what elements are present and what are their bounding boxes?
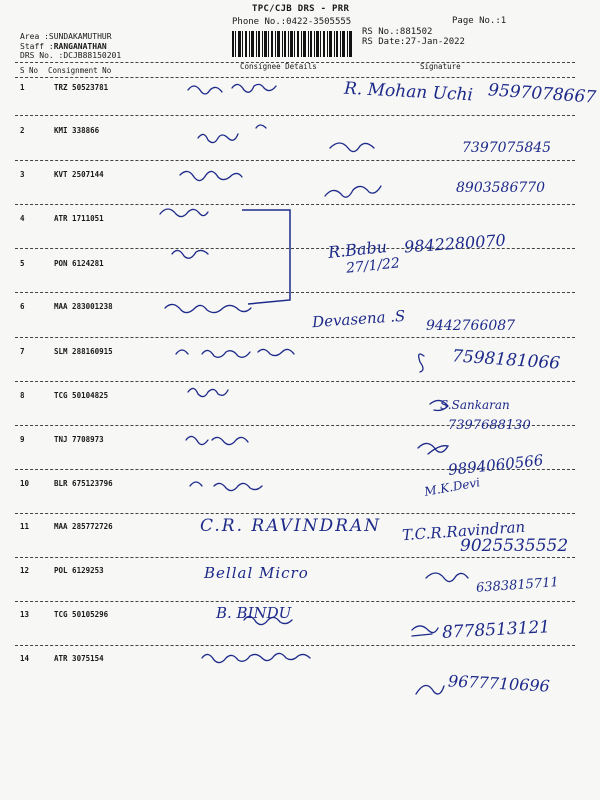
row-consignment: KMI 338866	[54, 126, 100, 135]
row-consignment: MAA 283001238	[54, 302, 113, 311]
row-sno: 12	[20, 566, 30, 575]
row-sno: 9	[20, 435, 25, 444]
handwritten-phone: 7397075845	[462, 140, 552, 156]
row-consignment: TCG 50104825	[54, 391, 109, 400]
row-sno: 14	[20, 654, 30, 663]
col-details: Consignee Details	[240, 62, 317, 71]
row-sno: 5	[20, 259, 25, 268]
handwritten-phone: 9677710696	[447, 671, 551, 696]
handwritten-consignee: C.R. RAVINDRAN	[200, 516, 382, 536]
row-consignment: TNJ 7708973	[54, 435, 104, 444]
row-sno: 10	[20, 479, 30, 488]
rs-number: RS No.:881502	[362, 27, 433, 37]
row-consignment: ATR 3075154	[54, 654, 104, 663]
handwritten-signature: T.C.R.Ravindran	[401, 517, 526, 545]
row-sno: 11	[20, 522, 30, 531]
row-consignment: MAA 285772726	[54, 522, 113, 531]
handwritten-consignee: B. BINDU	[216, 604, 292, 622]
handwritten-phone: 9894060566	[447, 451, 545, 479]
row-sno: 7	[20, 347, 25, 356]
handwritten-phone: 7397688130	[448, 418, 531, 433]
handwritten-signature: R. Mohan Uchi	[343, 78, 474, 106]
staff-label: Staff :	[20, 42, 54, 51]
row-consignment: SLM 288160915	[54, 347, 113, 356]
row-consignment: KVT 2507144	[54, 170, 104, 179]
handwritten-phone: 9842280070	[403, 230, 507, 257]
handwritten-phone: 7598181066	[451, 346, 561, 374]
document-title: TPC/CJB DRS - PRR	[252, 4, 350, 14]
handwritten-date: 27/1/22	[345, 255, 401, 277]
handwritten-consignee: Bellal Micro	[204, 564, 309, 582]
handwritten-phone: 9025535552	[460, 536, 569, 556]
row-sno: 13	[20, 610, 30, 619]
col-sno: S No	[20, 66, 39, 75]
handwritten-phone: 8903586770	[456, 180, 546, 196]
area-field: Area :SUNDAKAMUTHUR	[20, 32, 112, 41]
row-consignment: TCG 50105296	[54, 610, 109, 619]
handwritten-phone: 8778513121	[441, 617, 551, 643]
phone-number: Phone No.:0422-3505555	[232, 17, 352, 27]
handwritten-signature: M.K.Devi	[423, 475, 482, 499]
handwritten-signature: Devasena .S	[311, 306, 406, 332]
bracket-mark	[238, 206, 294, 306]
row-consignment: BLR 675123796	[54, 479, 113, 488]
row-sno: 1	[20, 83, 25, 92]
staff-name: RANGANATHAN	[53, 42, 107, 51]
row-sno: 3	[20, 170, 25, 179]
col-consignment: Consignment No	[48, 66, 112, 75]
handwritten-signature: R.Babu	[327, 236, 388, 263]
handwritten-phone: 9442766087	[426, 318, 516, 334]
handwritten-signature: S.Sankaran	[440, 398, 510, 412]
handwritten-phone: 6383815711	[475, 575, 560, 596]
row-sno: 2	[20, 126, 25, 135]
row-sno: 6	[20, 302, 25, 311]
row-consignment: PON 6124281	[54, 259, 104, 268]
rs-date: RS Date:27-Jan-2022	[362, 37, 465, 47]
row-sno: 4	[20, 214, 25, 223]
drs-number: DRS No. :DCJB88150201	[20, 51, 122, 60]
col-signature: Signature	[420, 62, 461, 71]
row-consignment: TRZ 50523781	[54, 83, 109, 92]
page-number: Page No.:1	[452, 16, 507, 26]
handwritten-phone: 9597078667	[487, 80, 597, 108]
row-sno: 8	[20, 391, 25, 400]
row-consignment: POL 6129253	[54, 566, 104, 575]
row-consignment: ATR 1711051	[54, 214, 104, 223]
